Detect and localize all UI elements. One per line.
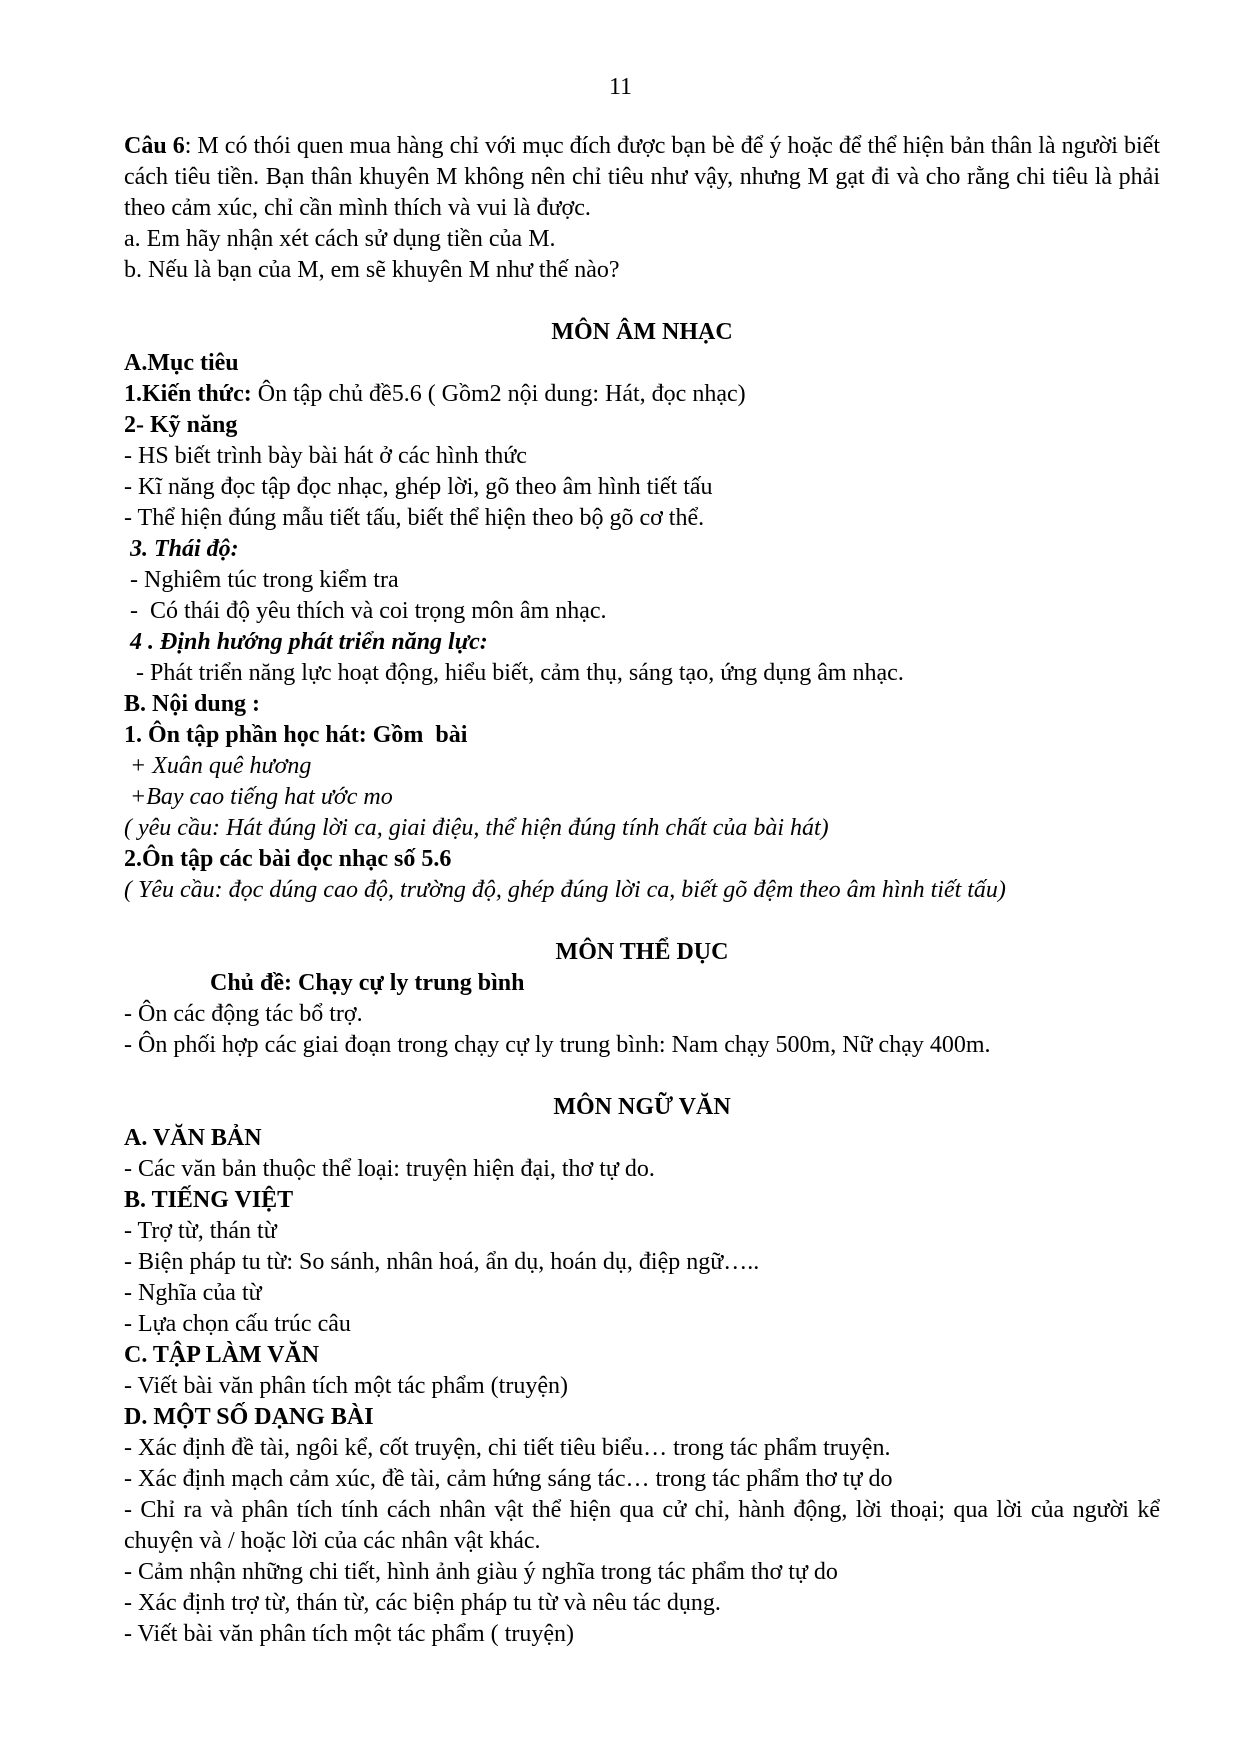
literature-exercise-item: - Xác định đề tài, ngôi kể, cốt truyện, chi tiết tiêu biểu… trong tác phẩm truyện. xyxy=(124,1435,891,1461)
music-reading-requirement: ( Yêu cầu: đọc dúng cao độ, trường độ, ghép đúng lời ca, biết gõ đệm theo âm hình tiết tấu) xyxy=(124,877,1006,903)
music-section-title: MÔN ÂM NHẠC xyxy=(551,319,733,345)
question-6-a: a. Em hãy nhận xét cách sử dụng tiền của M. xyxy=(124,226,556,252)
literature-exercise-item-long: - Chỉ ra và phân tích tính cách nhân vật thể hiện qua cử chỉ, hành động, lời thoại; qua lời của người kể chuyện và / hoặc lời của các nhân vật khác. xyxy=(124,1497,1160,1554)
literature-texts-heading: A. VĂN BẢN xyxy=(124,1125,262,1151)
literature-writing-heading: C. TẬP LÀM VĂN xyxy=(124,1342,320,1368)
music-singing-requirement: ( yêu cầu: Hát đúng lời ca, giai điệu, thể hiện đúng tính chất của bài hát) xyxy=(124,815,829,841)
pe-topic: Chủ đề: Chạy cự ly trung bình xyxy=(210,970,525,996)
literature-section-title: MÔN NGỮ VĂN xyxy=(553,1094,731,1120)
literature-exercise-item: - Xác định mạch cảm xúc, đề tài, cảm hứng sáng tác… trong tác phẩm thơ tự do xyxy=(124,1466,893,1492)
page-content xyxy=(124,131,1160,1650)
literature-vietnamese-heading: B. TIẾNG VIỆT xyxy=(124,1187,294,1213)
music-song-item: + Xuân quê hương xyxy=(124,753,312,779)
question-6-b: b. Nếu là bạn của M, em sẽ khuyên M như thế nào? xyxy=(124,257,620,283)
music-skill-item: - HS biết trình bày bài hát ở các hình thức xyxy=(124,443,527,469)
music-attitude-heading: 3. Thái độ: xyxy=(124,536,239,562)
pe-item: - Ôn phối hợp các giai đoạn trong chạy cự ly trung bình: Nam chạy 500m, Nữ chạy 400m. xyxy=(124,1032,991,1058)
literature-exercise-item: - Cảm nhận những chi tiết, hình ảnh giàu ý nghĩa trong tác phẩm thơ tự do xyxy=(124,1559,838,1585)
literature-texts-item: - Các văn bản thuộc thể loại: truyện hiện đại, thơ tự do. xyxy=(124,1156,655,1182)
music-content-heading: B. Nội dung : xyxy=(124,691,261,717)
question-6-label: Câu 6 xyxy=(124,133,185,159)
literature-vietnamese-item: - Trợ từ, thán từ xyxy=(124,1218,277,1244)
music-skill-item: - Thể hiện đúng mẫu tiết tấu, biết thể hiện theo bộ gõ cơ thể. xyxy=(124,505,705,531)
music-competency-heading: 4 . Định hướng phát triển năng lực: xyxy=(124,629,488,655)
music-knowledge-text: Ôn tập chủ đề5.6 ( Gồm2 nội dung: Hát, đọc nhạc) xyxy=(251,381,746,407)
music-attitude-item: - Nghiêm túc trong kiểm tra xyxy=(124,567,399,593)
literature-vietnamese-item: - Nghĩa của từ xyxy=(124,1280,262,1306)
literature-writing-item: - Viết bài văn phân tích một tác phẩm (truyện) xyxy=(124,1373,568,1399)
music-skill-item: - Kĩ năng đọc tập đọc nhạc, ghép lời, gõ theo âm hình tiết tấu xyxy=(124,474,713,500)
page-number: 11 xyxy=(608,74,633,100)
music-skills-heading: 2- Kỹ năng xyxy=(124,412,238,438)
music-knowledge xyxy=(124,379,1160,410)
music-objectives-heading: A.Mục tiêu xyxy=(124,350,239,376)
music-song-item: +Bay cao tiếng hat ước mo xyxy=(124,784,393,810)
music-competency-item: - Phát triển năng lực hoạt động, hiểu biết, cảm thụ, sáng tạo, ứng dụng âm nhạc. xyxy=(124,660,904,686)
music-singing-review: 1. Ôn tập phần học hát: Gồm bài xyxy=(124,722,468,748)
question-6-text: : M có thói quen mua hàng chỉ với mục đích được bạn bè để ý hoặc để thể hiện bản thân là người biết cách tiêu tiền. Bạn thân khuyên M không nên chỉ tiêu như vậy, nhưng M gạt đi và cho rằng chi tiêu là phải theo cảm xúc, chỉ cần mình thích và vui là được. xyxy=(124,133,1160,221)
literature-exercise-item: - Viết bài văn phân tích một tác phẩm ( truyện) xyxy=(124,1621,574,1647)
pe-item: - Ôn các động tác bổ trợ. xyxy=(124,1001,363,1027)
literature-vietnamese-item: - Biện pháp tu từ: So sánh, nhân hoá, ẩn dụ, hoán dụ, điệp ngữ….. xyxy=(124,1249,760,1275)
literature-exercise-types-heading: D. MỘT SỐ DẠNG BÀI xyxy=(124,1404,374,1430)
music-reading-review: 2.Ôn tập các bài đọc nhạc số 5.6 xyxy=(124,846,452,872)
music-attitude-item: - Có thái độ yêu thích và coi trọng môn âm nhạc. xyxy=(124,598,607,624)
literature-exercise-item: - Xác định trợ từ, thán từ, các biện pháp tu từ và nêu tác dụng. xyxy=(124,1590,721,1616)
literature-vietnamese-item: - Lựa chọn cấu trúc câu xyxy=(124,1311,351,1337)
music-knowledge-label: 1.Kiến thức: xyxy=(124,381,252,407)
pe-section-title: MÔN THỂ DỤC xyxy=(555,939,729,965)
question-6 xyxy=(124,131,1160,224)
